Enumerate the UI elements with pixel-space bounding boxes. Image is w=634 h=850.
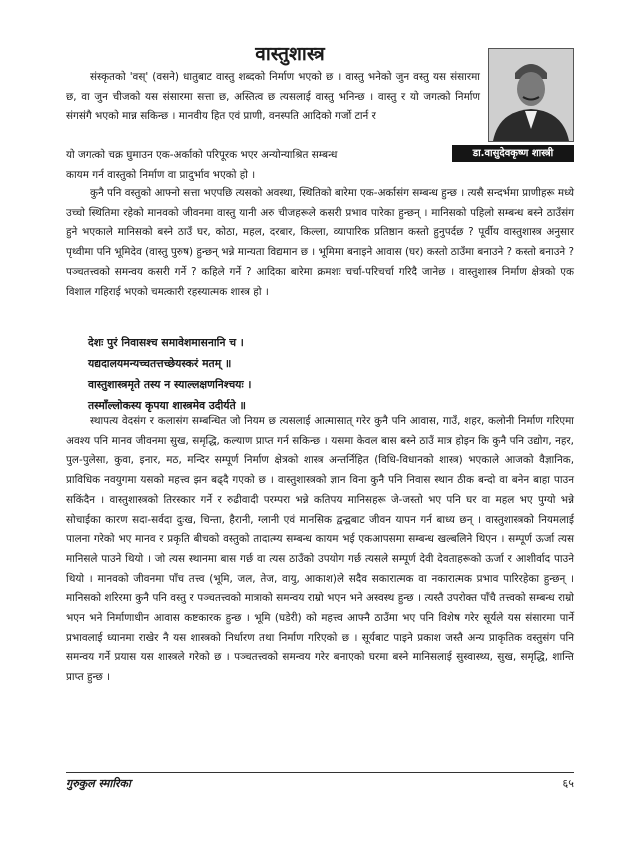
intro-continuation [66,146,452,166]
verse-line: वास्तुशास्त्रमृते तस्य न स्याल्लक्षणनिश्चयः । [88,378,252,391]
author-portrait-icon [489,49,573,141]
article-title: वास्तुशास्त्र [255,43,325,65]
intro-continuation-2 [66,166,574,186]
intro-paragraph [66,68,480,127]
verse-line: तस्माँल्लोकस्य कृपया शास्त्रमेव उदीर्यते ॥ [88,399,246,412]
author-photo [488,48,574,142]
verse-line: देशः पुरं निवासश्च समावेशमासनानि च । [88,336,244,349]
sanskrit-verses [88,332,468,416]
paragraph-3-text: स्थापत्य वेदसंग र कलासंग सम्बन्धित जो नियम छ त्यसलाई आत्मासात् गरेर कुनै पनि आवास, गाउँ, शहर, कलोनी निर्माण गरिएमा अवश्य पनि मानव जीवनमा सुख, समृद्धि, कल्याण प्राप्त गर्न सकिन्छ । यसमा केवल बास बस्ने ठाउँ मात्र होइन कि कुनै पनि उद्योग, नहर, पुल-पुलेसा, कुवा, इनार, मठ, मन्दिर सम्पूर्ण निर्माण क्षेत्रको शास्त्र अन्तर्निहित (विधि-विधानको शास्त्र) भएकाले आजको वैज्ञानिक, प्राविधिक नवयुगमा यसको महत्त्व झन बढ्दै गएको छ । वास्तुशास्त्रको ज्ञान विना कुनै पनि निवास स्थान ठीक बन्दो वा बनेन बाहा पाउन सकिंदैन । वास्तुशास्त्रको तिरस्कार गर्ने र रुढीवादी परम्परा भन्ने कतिपय मानिसहरू जे-जस्तो भए पनि घर वा महल भए पुग्यो भन्ने सोचाईका कारण सदा-सर्वदा दुःख, चिन्ता, हैरानी, ग्लानी एवं मानसिक द्वन्द्वबाट जीवन यापन गर्न बाध्य छन् । वास्तुशास्त्रको नियमलाई पालना गरेको भए मानव र प्रकृति बीचको वस्तुको तादात्म्य सम्बन्ध कायम भई एकआपसमा सम्बन्ध खल्बलिने थिएन । सम्पूर्ण ऊर्जा त्यस मानिसले पाउने थियो । जो त्यस स्थानमा बास गर्छ वा त्यस ठाउँको उपयोग गर्छ त्यसले सम्पूर्ण देवी देवताहरूको ऊर्जा र आशीर्वाद पाउने थियो । मानवको जीवनमा पाँच तत्त्व (भूमि, जल, तेज, वायु, आकाश)ले सदैव सकारात्मक वा नकारात्मक प्रभाव पारिरहेका हुन्छन् । मानिसको शरिरमा कुनै पनि वस्तु र पञ्चतत्त्वको मात्राको समन्वय राम्रो भएन भने अस्वस्थ हुन्छ । त्यस्तै उपरोक्त पाँचै तत्त्वको सम्बन्ध राम्रो भएन भने निर्माणाधीन आवास कष्टकारक हुन्छ । भूमि (घडेरी) को महत्त्व आफ्नै ठाउँमा भए पनि विशेष गरेर सूर्यले यस संसारमा पार्ने प्रभावलाई ध्यानमा राखेर नै यस शास्त्रको निर्धारण तथा निर्माण गरिएको छ । सूर्यबाट पाइने प्रकाश जस्तै अन्य प्राकृतिक वस्तुसंग पनि समन्वय गर्ने प्रयास यस शास्त्रले गरेको छ । पञ्चतत्त्वको समन्वय गरेर बनाएको घरमा बस्ने मानिसलाई सुस्वास्थ्य, सुख, समृद्धि, शान्ति प्राप्त हुन्छ । [66,415,574,684]
verse-line: यद्यदालयमन्यच्चतत्तच्छेयस्करं मतम् ॥ [88,357,232,370]
intro-continuation-text-2: कायम गर्न वास्तुको निर्माण वा प्रादुर्भाव भएको हो । [66,169,256,181]
intro-text: संस्कृतको 'वस्' (वसने) धातुबाट वास्तु शब्दको निर्माण भएको छ । वास्तु भनेको जुन वस्तु यस संसारमा छ, वा जुन चीजको यस संसारमा सत्ता छ, अस्तित्व छ त्यसलाई वास्तु भनिन्छ । वास्तु र यो जगत्को निर्माण संगसंगै भएको मान्न सकिन्छ । मानवीय हित एवं प्राणी, वनस्पति आदिको गर्जो टार्न र [66,71,480,123]
page-number: ६५ [562,777,574,790]
footer-divider [66,772,574,773]
publication-name: गुरुकुल स्मारिका [66,777,131,790]
author-name-banner: डा.वासुदेवकृष्ण शास्त्री [452,145,574,162]
paragraph-2 [66,184,574,302]
paragraph-2-text: कुनै पनि वस्तुको आफ्नो सत्ता भएपछि त्यसको अवस्था, स्थितिको बारेमा एक-अर्कासंग सम्बन्ध हुन्छ । त्यसै सन्दर्भमा प्राणीहरू मध्ये उच्चो स्थितिमा रहेको मानवको जीवनमा वास्तु यानी अरु चीजहरूले कसरी प्रभाव पारेका हुन्छन् । मानिसको पहिलो सम्बन्ध बस्ने ठाउँसंग हुने भएकाले मानिसको बस्ने ठाउँ घर, कोठा, महल, दरबार, किल्ला, व्यापारिक प्रतिष्ठान कस्तो हुनुपर्दछ ? पूर्वीय वास्तुशास्त्र अनुसार पृथ्वीमा पनि भूमिदेव (वास्तु पुरुष) हुन्छन् भन्ने मान्यता विद्यमान छ । भूमिमा बनाइने आवास (घर) कस्तो ठाउँमा बनाउने ? कस्तो बनाउने ? पञ्चतत्त्वको समन्वय कसरी गर्ने ? कहिले गर्ने ? आदिका बारेमा क्रमशः चर्चा-परिचर्चा गरिदै जानेछ । वास्तुशास्त्र निर्माण क्षेत्रको एक विशाल गहिराई भएको चमत्कारी रहस्यात्मक शास्त्र हो । [66,187,574,298]
intro-continuation-text: यो जगत्को चक्र घुमाउन एक-अर्काको परिपूरक भएर अन्योन्याश्रित सम्बन्ध [66,149,338,161]
paragraph-3 [66,412,574,688]
